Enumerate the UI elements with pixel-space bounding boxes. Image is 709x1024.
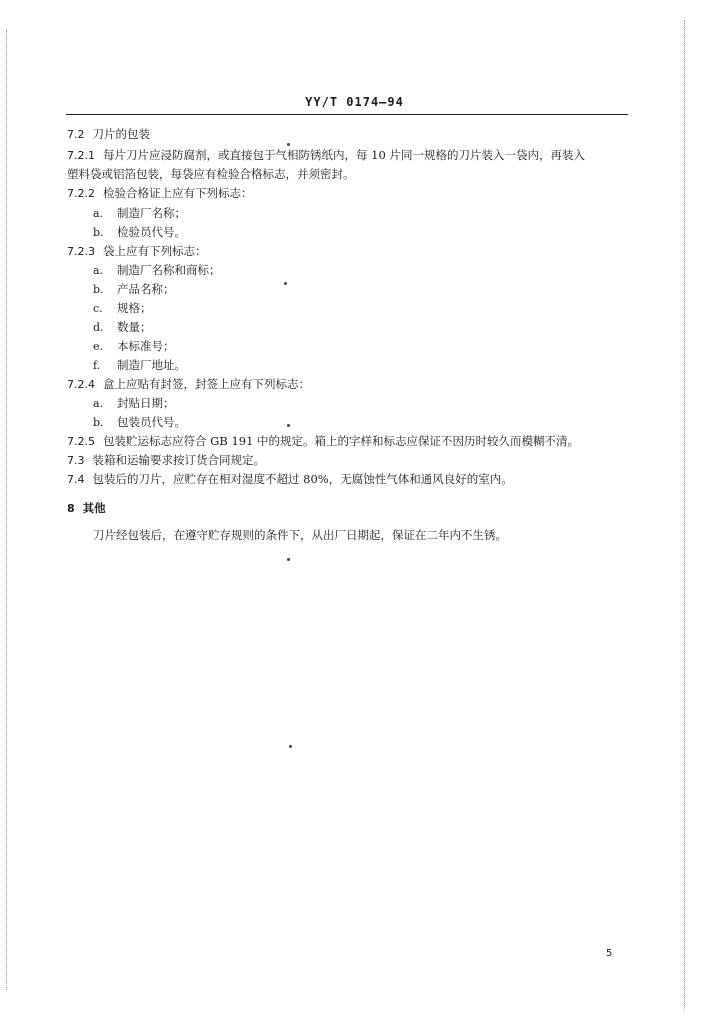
clause-text: 包装后的刀片，应贮存在相对湿度不超过 80%，无腐蚀性气体和通风良好的室内。 (92, 472, 513, 486)
scan-edge-right (684, 20, 687, 1010)
clause-text: 塑料袋或铝箔包装，每袋应有检验合格标志，并须密封。 (67, 167, 355, 181)
section-8-body (93, 528, 507, 542)
list-item (93, 206, 186, 221)
clause-text: 检验合格证上应有下列标志： (103, 186, 253, 200)
clause-text: 盒上应贴有封签，封签上应有下列标志： (103, 377, 310, 391)
clause-text: 包装贮运标志应符合 GB 191 中的规定。箱上的字样和标志应保证不因历时较久而模糊不清。 (103, 434, 580, 448)
list-letter: b. (93, 416, 104, 429)
clause-number: 7.3 (67, 454, 85, 467)
clause-7-2-4 (67, 377, 310, 392)
scan-speck (287, 143, 290, 146)
list-letter: a. (93, 264, 104, 277)
clause-number: 7.2.4 (67, 378, 95, 391)
clause-text: 装箱和运输要求按订货合同规定。 (92, 453, 265, 467)
clause-text: 袋上应有下列标志： (103, 244, 207, 258)
list-item (93, 339, 175, 354)
list-text: 制造厂名称； (117, 206, 186, 220)
list-item (93, 282, 175, 297)
list-text: 数量； (117, 320, 152, 334)
clause-number: 7.2.5 (67, 435, 95, 448)
clause-7-2-1-line2 (67, 167, 355, 181)
list-letter: c. (93, 302, 103, 315)
list-letter: f. (93, 359, 101, 372)
list-text: 封贴日期； (117, 396, 175, 410)
list-letter: a. (93, 397, 104, 410)
clause-number: 7.2.2 (67, 187, 95, 200)
section-title: 其他 (82, 501, 106, 515)
section-7-2 (67, 127, 150, 142)
clause-number: 7.2.1 (67, 149, 95, 162)
clause-number: 7.2.3 (67, 245, 95, 258)
section-title: 刀片的包装 (92, 127, 150, 141)
section-text: 刀片经包装后，在遵守贮存规则的条件下，从出厂日期起，保证在二年内不生锈。 (93, 528, 507, 542)
clause-7-2-2 (67, 186, 253, 201)
list-text: 制造厂地址。 (117, 358, 186, 372)
list-letter: d. (93, 321, 104, 334)
doc-code-header: YY/T 0174—94 (305, 95, 404, 109)
clause-7-2-5 (67, 434, 579, 449)
page-number: 5 (606, 948, 613, 959)
list-letter: a. (93, 207, 104, 220)
list-item (93, 396, 175, 411)
list-letter: e. (93, 340, 104, 353)
list-letter: b. (93, 226, 104, 239)
clause-7-2-1-line1 (67, 148, 585, 163)
list-text: 制造厂名称和商标； (117, 263, 221, 277)
scan-speck (289, 745, 292, 748)
list-item (93, 320, 152, 335)
list-item (93, 263, 221, 278)
list-item (93, 415, 186, 430)
list-item (93, 301, 152, 316)
section-number: 8 (67, 502, 75, 515)
header-rule (66, 114, 628, 115)
list-text: 规格； (117, 301, 152, 315)
list-item (93, 358, 186, 373)
clause-7-4 (67, 472, 513, 487)
scan-speck (287, 558, 290, 561)
list-item (93, 225, 186, 240)
section-8-heading (67, 501, 106, 516)
clause-text: 每片刀片应浸防腐剂，或直接包于气相防锈纸内，每 10 片同一规格的刀片装入一袋内，再装入 (103, 148, 585, 162)
clause-number: 7.4 (67, 473, 85, 486)
list-text: 产品名称； (117, 282, 175, 296)
clause-7-3 (67, 453, 265, 468)
list-text: 检验员代号。 (117, 225, 186, 239)
list-letter: b. (93, 283, 104, 296)
scan-edge-left (6, 30, 9, 990)
list-text: 本标准号； (117, 339, 175, 353)
scan-speck (287, 424, 290, 427)
section-number: 7.2 (67, 128, 85, 141)
list-text: 包装员代号。 (117, 415, 186, 429)
scan-speck (284, 282, 287, 285)
clause-7-2-3 (67, 244, 207, 259)
